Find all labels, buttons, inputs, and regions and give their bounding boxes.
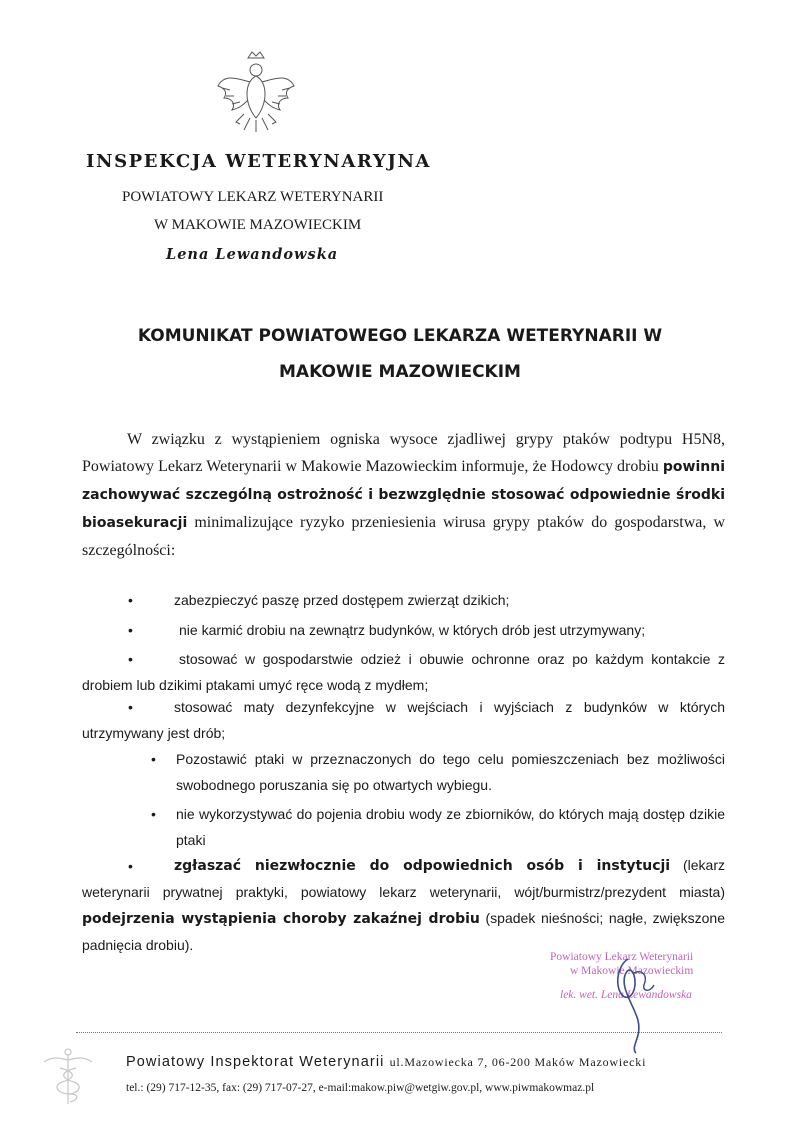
- intro-text-part1: W związku z wystąpieniem ogniska wysoce zjadliwej grypy ptaków podtypu H5N8, Powiatowy Lekarz Weterynarii w Makowie Mazowieckim informuje, że Hodowcy drobiu: [82, 431, 725, 475]
- polish-eagle-emblem-icon: [214, 48, 298, 138]
- list-item-6: nie wykorzystywać do pojenia drobiu wody ze zbiorników, do których mają dostęp dzikie ptaki: [176, 806, 725, 848]
- bullet-5: •: [151, 751, 156, 767]
- office-location: W MAKOWIE MAZOWIECKIM: [154, 217, 362, 233]
- bullet-3: •: [128, 651, 133, 667]
- footer-separator: [76, 1032, 722, 1033]
- official-stamp: [528, 945, 728, 1055]
- list-item-3: stosować w gospodarstwie odzież i obuwie ochronne oraz po każdym kontakcie z drobiem lub dzikimi ptakami umyć ręce wodą z mydłem;: [82, 651, 725, 693]
- document-title: [60, 318, 740, 390]
- footer-organization: [126, 1054, 646, 1070]
- bullet-2: •: [128, 622, 133, 638]
- footer-contact: tel.: (29) 717-12-35, fax: (29) 717-07-27, e-mail:makow.piw@wetgiw.gov.pl, www.piwmakowmaz.pl: [126, 1082, 595, 1094]
- list-item-5: Pozostawić ptaki w przeznaczonych do tego celu pomieszczeniach bez możliwości swobodnego poruszania się po otwartych wybiegu.: [176, 751, 725, 793]
- bullet-7: •: [128, 858, 133, 874]
- document-title-line1: KOMUNIKAT POWIATOWEGO LEKARZA WETERYNARII W: [137, 326, 663, 346]
- document-title-line2: MAKOWIE MAZOWIECKIM: [279, 362, 521, 382]
- footer-address: ul.Mazowiecka 7, 06-200 Maków Mazowiecki: [389, 1055, 647, 1069]
- stamp-line1: Powiatowy Lekarz Weterynarii: [550, 951, 694, 963]
- list-item-7: [82, 852, 725, 958]
- office-title: POWIATOWY LEKARZ WETERYNARII: [122, 189, 384, 205]
- officer-name: Lena Lewandowska: [166, 246, 339, 263]
- intro-bold-text: powinni zachowywać szczególną ostrożność i bezwzględnie stosować odpowiednie środki bioasekuracji: [82, 459, 725, 531]
- bullet-1: •: [128, 592, 133, 608]
- footer-org-name: Powiatowy Inspektorat Weterynarii: [126, 1054, 385, 1070]
- handwritten-signature-icon: [598, 945, 688, 1055]
- bullet-4: •: [128, 699, 133, 715]
- report-recipients-text: (lekarz weterynarii prywatnej praktyki, powiatowy lekarz weterynarii, wójt/burmistrz/prezydent miasta): [82, 857, 725, 900]
- report-symptoms-text: (spadek nieśności; nagłe, zwiększone padnięcia drobiu).: [82, 910, 725, 953]
- stamp-line3: lek. wet. Lena Lewandowska: [560, 989, 692, 1001]
- list-item-1: zabezpieczyć paszę przed dostępem zwierząt dzikich;: [174, 592, 510, 608]
- report-suspicion-bold: podejrzenia wystąpienia choroby zakaźnej drobiu: [82, 911, 480, 927]
- intro-text-part2: minimalizujące ryzyko przeniesienia wirusa grypy ptaków do gospodarstwa, w szczególności:: [82, 514, 725, 559]
- list-item-4: stosować maty dezynfekcyjne w wejściach i wyjściach z budynków w których utrzymywany jest drób;: [82, 699, 725, 741]
- stamp-line2: w Makowie Mazowieckim: [570, 965, 694, 977]
- bullet-6: •: [151, 806, 156, 822]
- caduceus-logo-icon: [40, 1046, 96, 1106]
- institution-name: INSPEKCJA WETERYNARYJNA: [86, 151, 432, 172]
- intro-paragraph: [82, 426, 725, 564]
- list-item-2: nie karmić drobiu na zewnątrz budynków, w których drób jest utrzymywany;: [179, 622, 646, 638]
- report-instruction-bold: zgłaszać niezwłocznie do odpowiednich osób i instytucji: [174, 858, 671, 874]
